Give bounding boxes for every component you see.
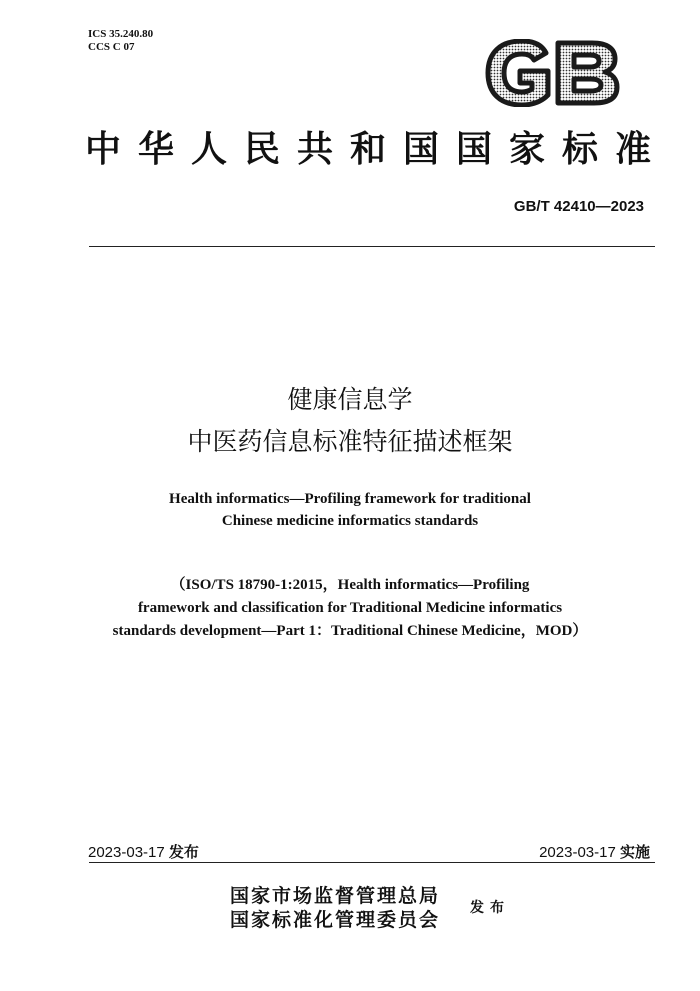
ccs-code: CCS C 07 [88, 41, 135, 53]
header-divider [89, 246, 655, 247]
footer-divider [89, 862, 655, 863]
en-title [0, 488, 700, 532]
gb-logo-b-shape [558, 43, 617, 103]
en-title-line2: Chinese medicine informatics standards [221, 513, 479, 529]
implement-date-value: 2023-03-17 [539, 844, 616, 861]
publish-date [88, 841, 199, 862]
implement-label: 实施 [619, 843, 650, 861]
adoption-line3: standards development—Part 1：Traditional Chinese Medicine，MOD） [112, 623, 588, 639]
issuer-samr: 国家市场监督管理总局 [230, 885, 441, 907]
adoption-line2: framework and classification for Traditional Medicine informatics [137, 600, 563, 616]
cn-title-line1: 健康信息学 [287, 385, 413, 414]
classification-codes [88, 28, 153, 54]
cn-title-line2: 中医药信息标准特征描述框架 [187, 427, 513, 456]
ics-code: ICS 35.240.80 [88, 28, 154, 40]
adoption-statement [0, 574, 700, 643]
gb-logo [484, 39, 621, 107]
gb-logo-g-shape [488, 41, 548, 105]
national-standard-title: 中华人民共和国国家标准 [85, 129, 669, 170]
issue-label: 发布 [470, 900, 510, 916]
standard-number: GB/T 42410—2023 [513, 198, 644, 215]
issuing-authorities [230, 884, 440, 932]
en-title-line1: Health informatics—Profiling framework for traditional [169, 491, 531, 507]
publish-label: 发布 [168, 843, 199, 861]
publish-date-value: 2023-03-17 [88, 844, 165, 861]
implement-date [539, 841, 650, 862]
adoption-line1: （ISO/TS 18790-1:2015，Health informatics—Profiling [170, 577, 530, 593]
gb-logo-text: GB [484, 39, 486, 40]
issuer-sac: 国家标准化管理委员会 [230, 909, 441, 931]
